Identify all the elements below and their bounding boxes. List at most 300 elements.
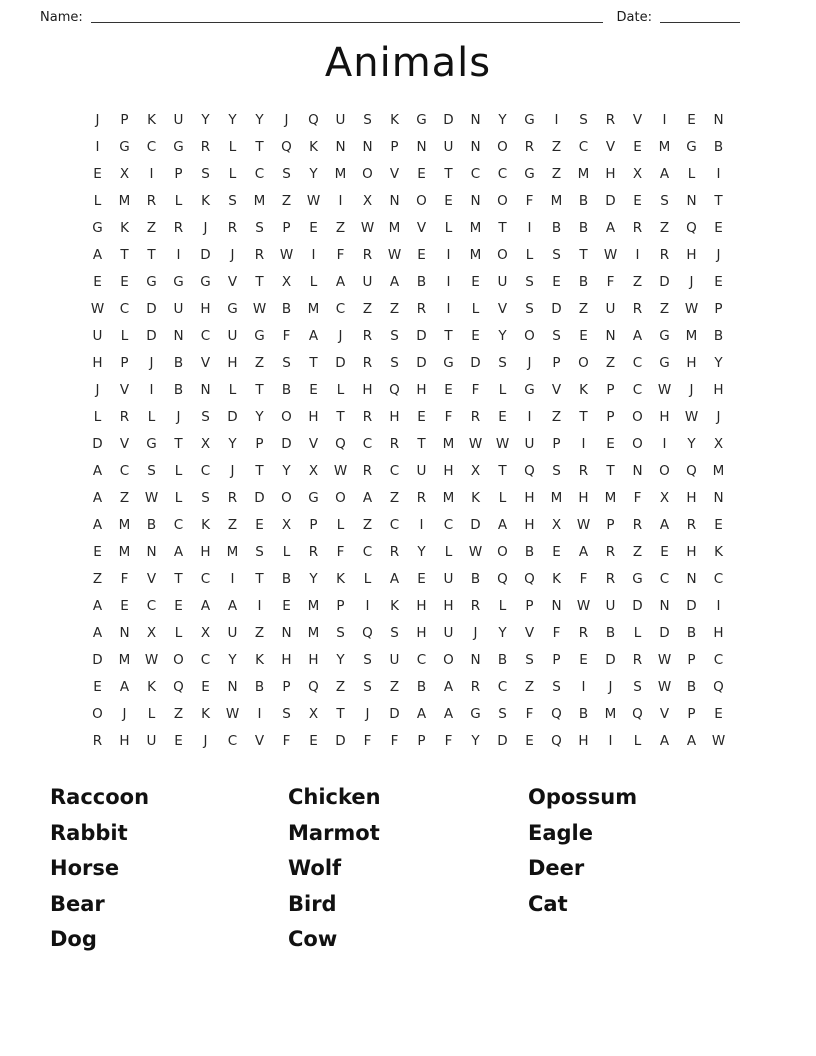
grid-letter: I (716, 165, 721, 182)
grid-letter: A (659, 732, 670, 749)
grid-letter: U (335, 111, 346, 128)
grid-letter: K (390, 597, 399, 614)
grid-letter: L (498, 597, 507, 614)
grid-letter: U (605, 597, 616, 614)
grid-letter: K (471, 489, 480, 506)
grid-letter: J (122, 705, 127, 722)
grid-letter: M (685, 327, 698, 344)
grid-letter: K (579, 381, 588, 398)
grid-letter: W (468, 435, 483, 452)
grid-letter: W (306, 192, 321, 209)
grid-letter: L (525, 246, 534, 263)
grid-letter: H (416, 624, 427, 641)
grid-letter: M (334, 165, 347, 182)
grid-letter: R (632, 651, 643, 668)
grid-letter: R (173, 219, 184, 236)
grid-letter: X (200, 624, 211, 641)
grid-letter: K (201, 516, 210, 533)
grid-letter: E (552, 273, 561, 290)
grid-letter: A (605, 219, 616, 236)
grid-letter: N (686, 192, 697, 209)
grid-letter: E (174, 732, 183, 749)
grid-letter: Y (471, 732, 480, 749)
grid-letter: B (686, 624, 697, 641)
grid-letter: N (281, 624, 292, 641)
grid-letter: A (578, 543, 589, 560)
grid-letter: Z (659, 300, 670, 317)
grid-letter: G (146, 435, 157, 452)
grid-letter: R (416, 300, 427, 317)
grid-letter: I (257, 597, 262, 614)
grid-letter: L (363, 570, 372, 587)
grid-letter: M (442, 489, 455, 506)
grid-letter: U (173, 300, 184, 317)
grid-letter: I (581, 435, 586, 452)
grid-letter: D (335, 732, 346, 749)
grid-letter: E (714, 219, 723, 236)
grid-letter: H (200, 300, 211, 317)
grid-letter: O (92, 705, 103, 722)
grid-letter: V (227, 273, 238, 290)
grid-letter: Q (524, 570, 535, 587)
grid-letter: Z (551, 408, 562, 425)
grid-letter: B (578, 192, 589, 209)
grid-letter: G (443, 354, 454, 371)
grid-letter: X (146, 624, 157, 641)
grid-letter: S (552, 246, 561, 263)
word-item: Marmot (288, 820, 380, 845)
grid-letter: K (714, 543, 723, 560)
grid-letter: T (498, 462, 507, 479)
grid-letter: N (686, 570, 697, 587)
grid-letter: S (282, 165, 291, 182)
grid-letter: S (579, 111, 588, 128)
grid-letter: W (657, 651, 672, 668)
grid-letter: B (173, 354, 184, 371)
grid-letter: E (444, 192, 453, 209)
grid-letter: E (93, 165, 102, 182)
grid-letter: R (632, 300, 643, 317)
grid-letter: N (659, 597, 670, 614)
grid-letter: E (309, 219, 318, 236)
grid-letter: L (174, 489, 183, 506)
grid-letter: W (576, 516, 591, 533)
grid-letter: B (497, 651, 508, 668)
grid-letter: B (416, 678, 427, 695)
grid-letter: Y (336, 651, 345, 668)
grid-letter: C (200, 570, 211, 587)
grid-letter: W (603, 246, 618, 263)
grid-letter: R (659, 246, 670, 263)
grid-letter: D (551, 300, 562, 317)
grid-letter: R (632, 516, 643, 533)
grid-letter: Q (335, 435, 346, 452)
grid-letter: B (578, 273, 589, 290)
grid-letter: N (227, 678, 238, 695)
name-blank-line (91, 10, 603, 23)
grid-letter: E (255, 516, 264, 533)
grid-letter: L (309, 273, 318, 290)
grid-letter: P (336, 597, 345, 614)
grid-letter: N (416, 138, 427, 155)
grid-letter: C (713, 651, 724, 668)
grid-letter: E (660, 543, 669, 560)
grid-letter: K (552, 570, 561, 587)
grid-letter: Q (713, 678, 724, 695)
grid-letter: J (527, 354, 532, 371)
grid-letter: I (311, 246, 316, 263)
grid-letter: F (390, 732, 399, 749)
grid-letter: J (284, 111, 289, 128)
grid-letter: O (524, 327, 535, 344)
grid-letter: Z (632, 543, 643, 560)
grid-letter: H (443, 462, 454, 479)
grid-letter: T (444, 327, 453, 344)
grid-letter: J (689, 273, 694, 290)
grid-letter: O (578, 354, 589, 371)
grid-letter: L (93, 408, 102, 425)
grid-letter: U (173, 111, 184, 128)
grid-letter: G (632, 570, 643, 587)
grid-letter: M (118, 543, 131, 560)
grid-letter: J (230, 246, 235, 263)
grid-letter: X (362, 192, 373, 209)
grid-letter: G (470, 705, 481, 722)
grid-letter: R (524, 138, 535, 155)
grid-letter: Q (362, 624, 373, 641)
grid-letter: I (527, 408, 532, 425)
grid-letter: Z (92, 570, 103, 587)
grid-letter: O (335, 489, 346, 506)
grid-letter: U (227, 327, 238, 344)
grid-letter: C (146, 597, 157, 614)
word-item: Bear (50, 891, 105, 916)
grid-letter: A (632, 327, 643, 344)
grid-letter: A (443, 705, 454, 722)
grid-letter: N (389, 192, 400, 209)
grid-letter: C (200, 651, 211, 668)
grid-letter: I (554, 111, 559, 128)
grid-letter: Q (551, 705, 562, 722)
grid-letter: S (255, 219, 264, 236)
grid-letter: P (282, 678, 291, 695)
grid-letter: A (119, 678, 130, 695)
grid-letter: I (662, 435, 667, 452)
grid-letter: G (659, 354, 670, 371)
grid-letter: Q (632, 705, 643, 722)
grid-letter: S (552, 462, 561, 479)
grid-letter: D (659, 273, 670, 290)
grid-letter: R (470, 408, 481, 425)
grid-letter: I (257, 705, 262, 722)
grid-letter: N (335, 138, 346, 155)
grid-letter: E (93, 273, 102, 290)
grid-letter: R (605, 111, 616, 128)
grid-letter: D (686, 597, 697, 614)
grid-letter: P (606, 408, 615, 425)
grid-letter: J (230, 462, 235, 479)
grid-letter: H (713, 624, 724, 641)
grid-letter: U (443, 138, 454, 155)
grid-letter: G (524, 165, 535, 182)
grid-letter: P (552, 651, 561, 668)
grid-letter: A (416, 705, 427, 722)
grid-letter: V (605, 138, 616, 155)
grid-letter: Z (362, 300, 373, 317)
grid-letter: V (524, 624, 535, 641)
grid-letter: Q (173, 678, 184, 695)
grid-letter: C (632, 381, 643, 398)
grid-letter: D (92, 435, 103, 452)
grid-letter: A (173, 543, 184, 560)
grid-letter: J (203, 732, 208, 749)
grid-letter: P (282, 219, 291, 236)
grid-letter: U (497, 273, 508, 290)
grid-letter: T (255, 138, 264, 155)
grid-letter: O (362, 165, 373, 182)
grid-letter: R (470, 597, 481, 614)
grid-letter: Y (228, 435, 237, 452)
page-header (0, 0, 816, 26)
grid-letter: E (417, 246, 426, 263)
grid-letter: N (551, 597, 562, 614)
grid-letter: Z (173, 705, 184, 722)
grid-letter: P (714, 300, 723, 317)
grid-letter: I (446, 273, 451, 290)
grid-letter: K (120, 219, 129, 236)
grid-letter: Y (228, 111, 237, 128)
grid-letter: O (659, 462, 670, 479)
grid-letter: N (470, 138, 481, 155)
grid-letter: M (118, 516, 131, 533)
grid-letter: G (92, 219, 103, 236)
grid-letter: Z (146, 219, 157, 236)
grid-letter: B (605, 624, 616, 641)
grid-letter: F (336, 246, 345, 263)
grid-letter: X (200, 435, 211, 452)
grid-letter: L (687, 165, 696, 182)
grid-letter: M (550, 489, 563, 506)
grid-letter: E (93, 543, 102, 560)
grid-letter: H (686, 246, 697, 263)
word-item: Eagle (528, 820, 593, 845)
grid-letter: K (201, 192, 210, 209)
grid-letter: S (282, 705, 291, 722)
grid-letter: D (497, 732, 508, 749)
grid-letter: S (525, 651, 534, 668)
grid-letter: C (416, 651, 427, 668)
grid-letter: R (254, 246, 265, 263)
grid-letter: P (417, 732, 426, 749)
grid-letter: O (497, 138, 508, 155)
grid-letter: H (416, 597, 427, 614)
grid-letter: E (417, 165, 426, 182)
grid-letter: F (525, 192, 534, 209)
grid-letter: G (416, 111, 427, 128)
grid-letter: K (255, 651, 264, 668)
grid-letter: S (552, 327, 561, 344)
grid-letter: F (282, 732, 291, 749)
grid-letter: R (605, 543, 616, 560)
grid-letter: B (578, 705, 589, 722)
grid-letter: Y (309, 570, 318, 587)
grid-letter: Y (498, 624, 507, 641)
grid-letter: F (120, 570, 129, 587)
grid-letter: B (551, 219, 562, 236)
grid-letter: T (147, 246, 156, 263)
grid-letter: B (281, 570, 292, 587)
puzzle-grid (84, 106, 732, 754)
grid-letter: Y (282, 462, 291, 479)
grid-letter: V (146, 570, 157, 587)
grid-letter: E (579, 327, 588, 344)
grid-letter: W (387, 246, 402, 263)
grid-letter: C (173, 516, 184, 533)
word-item: Wolf (288, 856, 342, 881)
grid-letter: L (174, 624, 183, 641)
grid-letter: T (255, 381, 264, 398)
grid-letter: V (632, 111, 643, 128)
grid-letter: C (200, 327, 211, 344)
grid-letter: H (524, 489, 535, 506)
grid-letter: J (95, 381, 100, 398)
grid-letter: M (604, 489, 617, 506)
word-item: Chicken (288, 785, 381, 809)
grid-letter: D (443, 111, 454, 128)
grid-letter: C (335, 300, 346, 317)
grid-letter: S (633, 678, 642, 695)
grid-letter: R (362, 246, 373, 263)
grid-letter: F (525, 705, 534, 722)
grid-letter: I (149, 165, 154, 182)
grid-letter: E (471, 273, 480, 290)
grid-letter: B (686, 678, 697, 695)
grid-letter: D (92, 651, 103, 668)
grid-letter: R (119, 408, 130, 425)
grid-letter: E (309, 732, 318, 749)
grid-letter: W (684, 300, 699, 317)
grid-letter: Q (281, 138, 292, 155)
grid-letter: L (498, 381, 507, 398)
name-label: Name: (40, 10, 83, 25)
grid-letter: R (308, 543, 319, 560)
word-item: Cat (528, 891, 568, 916)
grid-letter: D (605, 651, 616, 668)
grid-letter: S (336, 624, 345, 641)
grid-letter: B (146, 516, 157, 533)
grid-letter: D (389, 705, 400, 722)
grid-letter: D (416, 354, 427, 371)
grid-letter: Z (254, 624, 265, 641)
grid-letter: Z (389, 300, 400, 317)
grid-letter: J (716, 246, 721, 263)
grid-letter: E (93, 678, 102, 695)
grid-letter: R (362, 327, 373, 344)
word-item: Rabbit (50, 820, 128, 845)
grid-letter: W (495, 435, 510, 452)
grid-letter: T (444, 165, 453, 182)
grid-letter: R (578, 624, 589, 641)
grid-letter: D (632, 597, 643, 614)
word-item: Opossum (528, 785, 638, 809)
grid-letter: D (416, 327, 427, 344)
grid-letter: M (550, 192, 563, 209)
grid-letter: B (281, 381, 292, 398)
grid-letter: N (146, 543, 157, 560)
grid-letter: T (255, 570, 264, 587)
grid-letter: K (147, 111, 156, 128)
grid-letter: N (470, 111, 481, 128)
grid-letter: T (255, 462, 264, 479)
grid-letter: F (444, 732, 453, 749)
grid-letter: P (606, 516, 615, 533)
grid-letter: B (713, 327, 724, 344)
grid-letter: D (470, 516, 481, 533)
grid-letter: Z (551, 165, 562, 182)
grid-letter: D (227, 408, 238, 425)
grid-letter: M (469, 219, 482, 236)
grid-letter: B (281, 300, 292, 317)
word-item: Dog (50, 927, 97, 952)
grid-letter: T (174, 570, 183, 587)
grid-letter: S (363, 651, 372, 668)
grid-letter: Z (605, 354, 616, 371)
grid-letter: I (230, 570, 235, 587)
grid-letter: L (174, 462, 183, 479)
grid-letter: E (633, 138, 642, 155)
grid-letter: L (147, 408, 156, 425)
grid-letter: C (470, 165, 481, 182)
grid-letter: V (659, 705, 670, 722)
grid-letter: Y (687, 435, 696, 452)
grid-letter: A (92, 597, 103, 614)
grid-letter: L (228, 381, 237, 398)
grid-letter: Y (228, 651, 237, 668)
date-label: Date: (616, 10, 652, 25)
grid-letter: Z (119, 489, 130, 506)
grid-letter: H (659, 408, 670, 425)
grid-letter: Z (254, 354, 265, 371)
grid-letter: E (201, 678, 210, 695)
grid-letter: R (92, 732, 103, 749)
grid-letter: G (119, 138, 130, 155)
grid-letter: T (174, 435, 183, 452)
grid-letter: N (713, 489, 724, 506)
grid-letter: S (390, 327, 399, 344)
grid-letter: E (633, 192, 642, 209)
grid-letter: J (689, 381, 694, 398)
grid-letter: A (443, 678, 454, 695)
grid-letter: X (659, 489, 670, 506)
grid-letter: A (92, 462, 103, 479)
grid-letter: G (173, 273, 184, 290)
grid-letter: M (118, 651, 131, 668)
grid-letter: C (389, 516, 400, 533)
grid-letter: Z (389, 489, 400, 506)
grid-letter: H (713, 381, 724, 398)
grid-letter: S (282, 354, 291, 371)
grid-letter: J (716, 408, 721, 425)
grid-letter: E (687, 111, 696, 128)
grid-letter: P (606, 381, 615, 398)
grid-letter: C (119, 462, 130, 479)
grid-letter: S (390, 354, 399, 371)
grid-letter: F (282, 327, 291, 344)
grid-letter: W (576, 597, 591, 614)
grid-letter: N (173, 327, 184, 344)
grid-letter: U (524, 435, 535, 452)
grid-letter: E (471, 327, 480, 344)
